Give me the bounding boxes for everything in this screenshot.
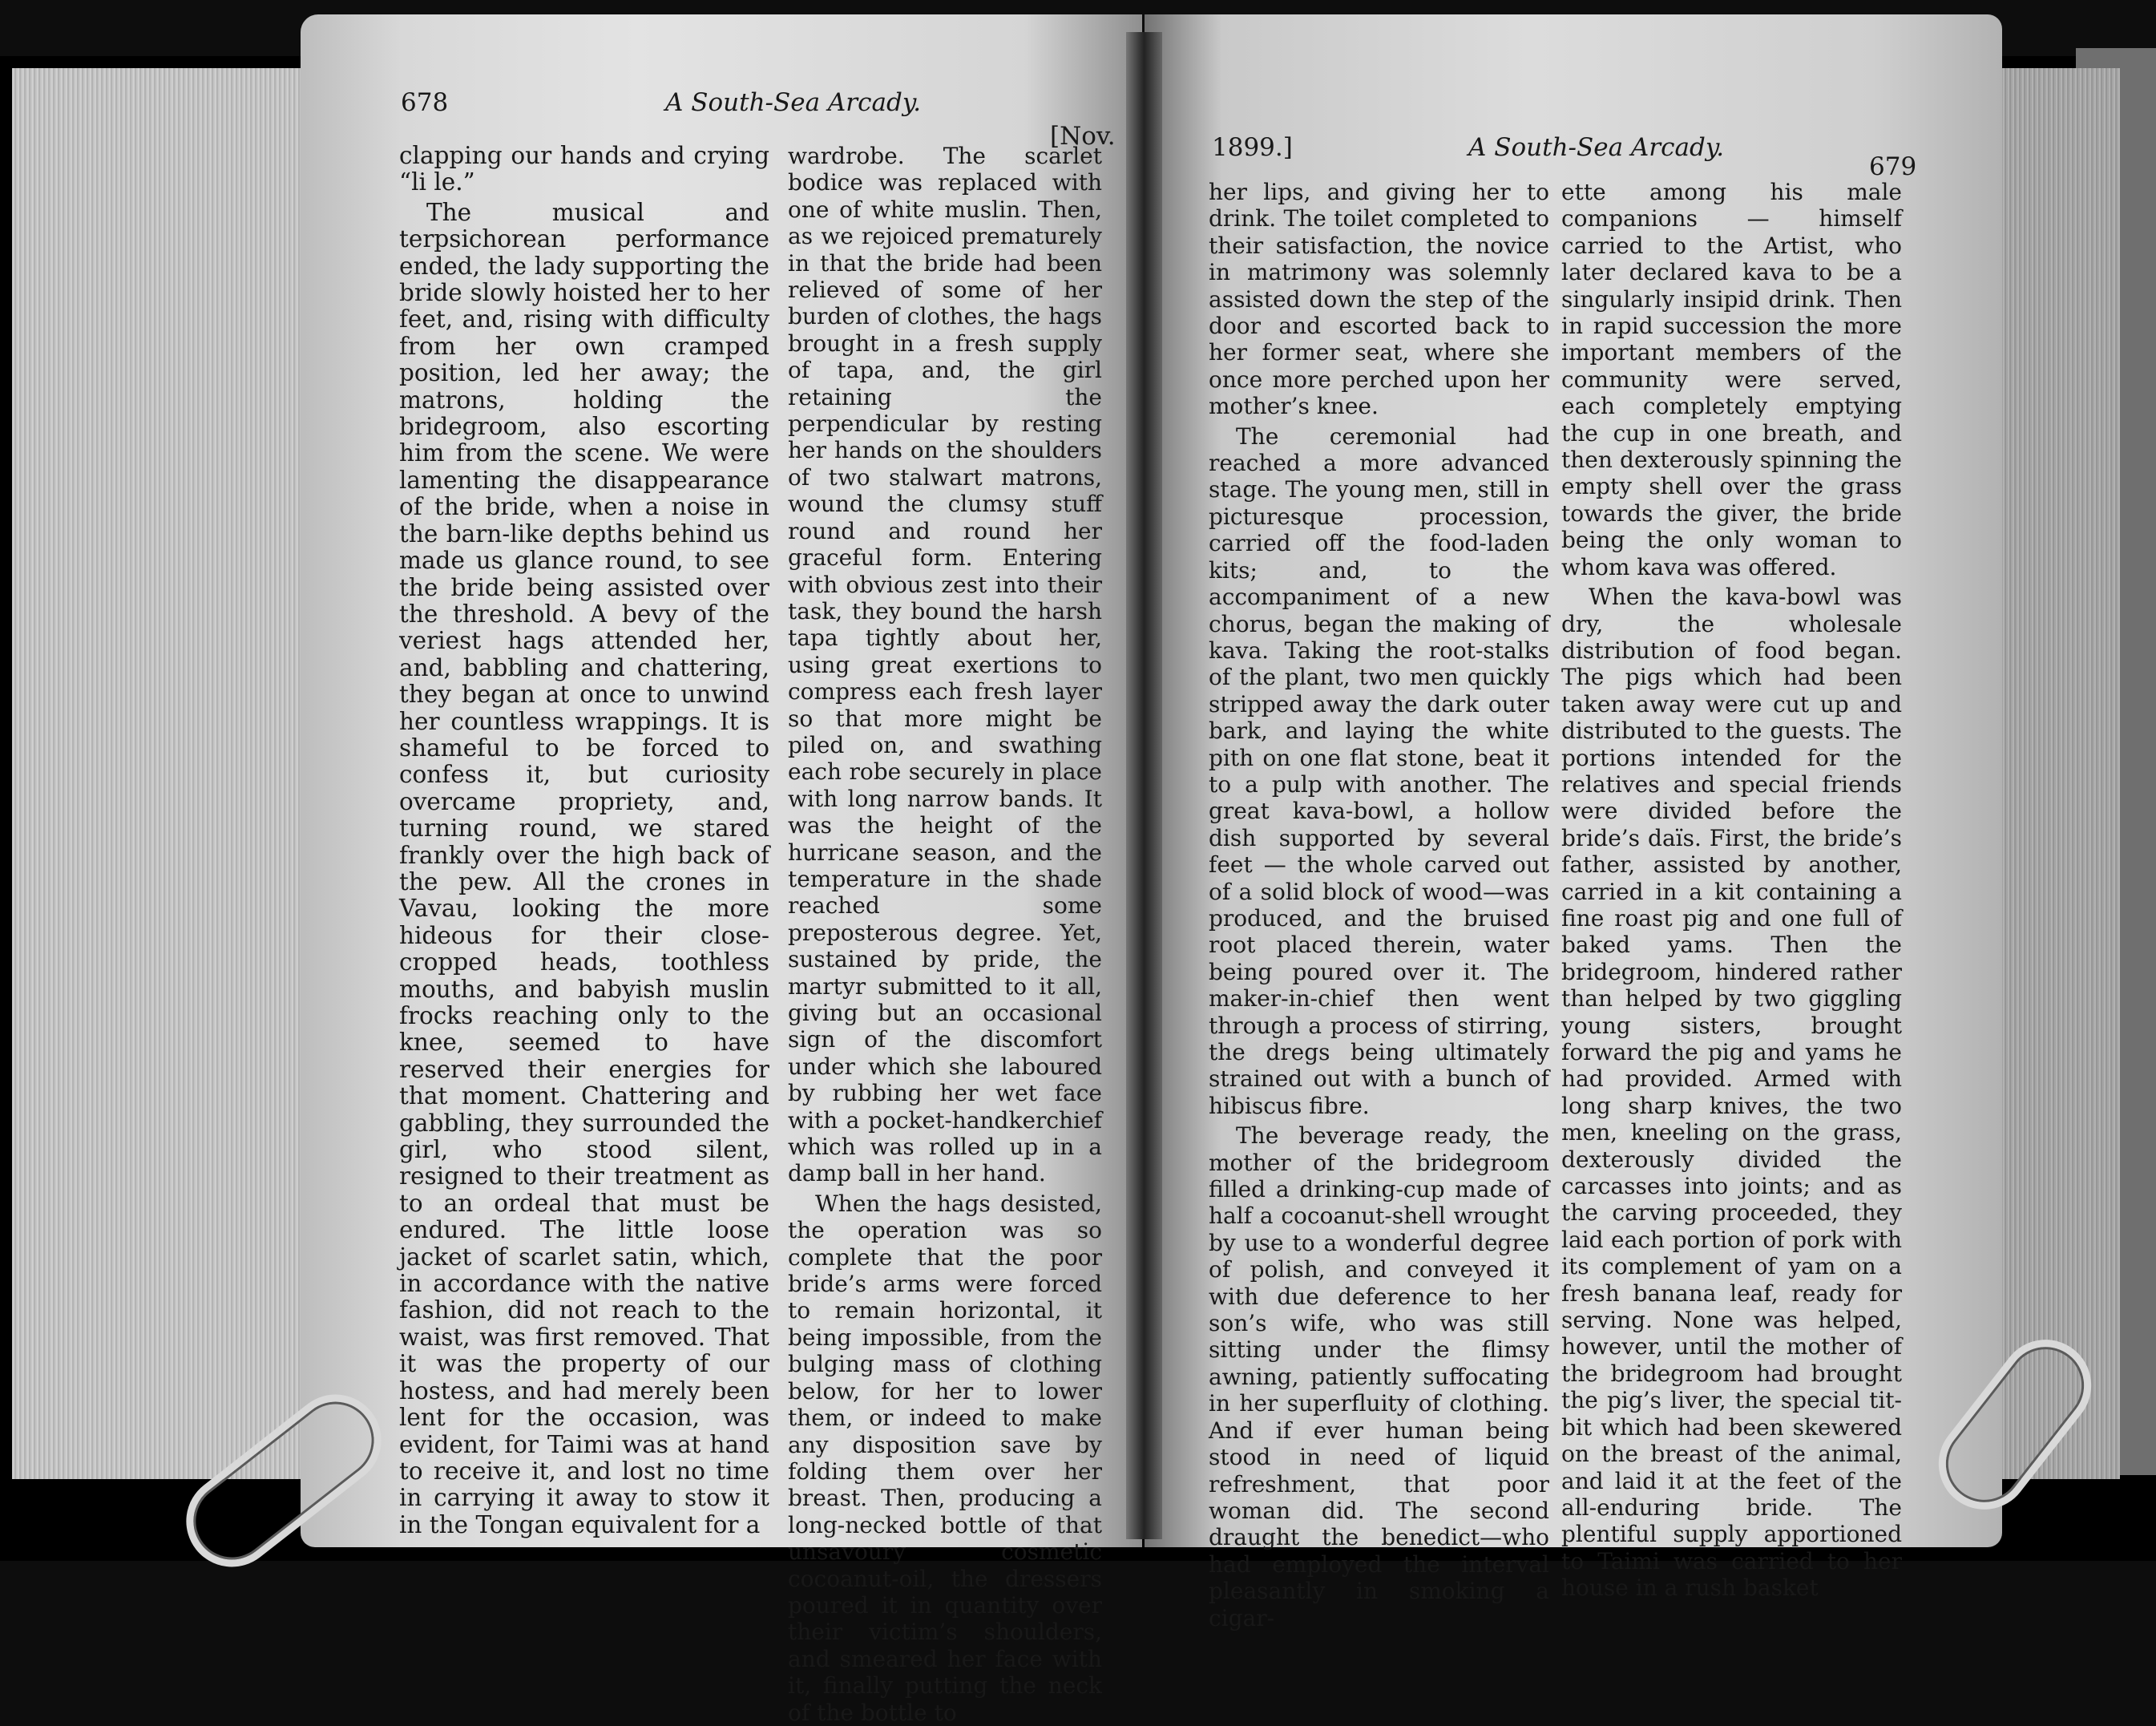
paragraph: The musical and terpsichorean performance ended, the lady supporting the bride slowly hoisted her to her feet, and, rising with difficulty from her own cramped position, led her away; the matrons, holding the bridegroom, also escorting him from the scene. We were lamenting the disappearance of the bride, when a noise in the barn-like depths behind us made us glance round, to see the bride being assisted over the threshold. A bevy of the veriest hags attended her, and, babbling and chattering, they began at once to unwind her countless wrappings. It is shameful to be forced to confess it, but curiosity overcame propriety, and, turning round, we stared frankly over the high back of the pew. All the crones in Vavau, looking the more hideous for their close-cropped heads, toothless mouths, and babyish muslin frocks reaching only to the knee, seemed to have reserved their energies for that moment. Chattering and gabbling, they surrounded the girl, who stood silent, resigned to their treatment as to an ordeal that must be endured. The little loose jacket of scarlet satin, which, in accordance with the native fashion, did not reach to the waist, was first removed. That it was the property of our hostess, and had merely been lent for the occasion, was evident, for Taimi was at hand to receive it, and lost no time in carrying it away to stow it in the Tongan equivalent for a	[399, 198, 769, 1538]
paragraph: wardrobe. The scarlet bodice was replaced with one of white muslin. Then, as we rejoiced prematurely in that the bride had been relieved of some of her burden of clothes, the hags brought in a fresh supply of tapa, and, the girl retaining the perpendicular by resting her hands on the shoulders of two stalwart matrons, wound the clumsy stuff round and round her graceful form. Entering with obvious zest into their task, they bound the harsh tapa tightly about her, using great exertions to compress each fresh layer so that more might be piled on, and swathing each robe securely in place with long narrow bands. It was the height of the hurricane season, and the temperature in the shade reached some preposterous degree. Yet, sustained by pride, the martyr submitted to it all, giving but an occasional sign of the discomfort under which she laboured by rubbing her wet face with a pocket-handkerchief which was rolled up in a damp ball in her hand.	[788, 143, 1102, 1187]
paragraph: ette among his male companions — himself carried to the Artist, who later declared kava to be a singularly insipid drink. Then in rapid succession the more important members of the community were served, each completely emptying the cup in one breath, and then dexterously spinning the empty shell over the grass towards the giver, the bride being the only woman to whom kava was offered.	[1561, 179, 1902, 580]
right-running-title: A South-Sea Arcady.	[1468, 133, 1725, 162]
left-page-date: [Nov.	[1050, 122, 1116, 151]
right-page-column-1	[1209, 179, 1549, 1631]
paragraph: The beverage ready, the mother of the bridegroom filled a drinking-cup made of half a cocoanut-shell wrought by use to a wonderful degree of polish, and conveyed it with due deference to her son’s wife, who was still sitting under the flimsy awning, patiently suffocating in her superfluity of clothing. And if ever human being stood in need of liquid refreshment, that poor woman did. The second draught the benedict—who had employed the interval pleasantly in smoking a cigar-	[1209, 1122, 1549, 1631]
right-page-header	[1212, 133, 1917, 181]
left-running-title: A South-Sea Arcady.	[665, 88, 922, 117]
right-page-date: 1899.]	[1212, 133, 1293, 162]
paragraph: When the kava-bowl was dry, the wholesale distribution of food began. The pigs which had been taken away were cut up and distributed to the guests. The portions intended for the relatives and special friends were divided before the bride’s daïs. First, the bride’s father, assisted by another, carried in a kit containing a fine roast pig and one full of baked yams. Then the bridegroom, hindered rather than helped by two giggling young sisters, brought forward the pig and yams he had provided. Armed with long sharp knives, the two men, kneeling on the grass, dexterously divided the carcasses into joints; and as the carving proceeded, they laid each portion of pork with its complement of yam on a fresh banana leaf, ready for serving. None was helped, however, until the mother of the bridegroom had brought the pig’s liver, the special tit-bit which had been skewered on the breast of the animal, and laid it at the feet of the all-enduring bride. The plentiful supply apportioned to Taimi was carried to her house in a rush basket	[1561, 584, 1902, 1602]
right-page	[1145, 14, 2002, 1631]
right-page-edges	[1988, 68, 2120, 1479]
left-page-column-1	[399, 143, 769, 1538]
left-page-edges	[12, 68, 309, 1479]
left-page	[301, 14, 1142, 1726]
paragraph: clapping our hands and crying “li le.”	[399, 142, 769, 196]
paragraph: When the hags desisted, the operation was so complete that the poor bride’s arms were forced to remain horizontal, it being impossible, from the bulging mass of clothing below, for her to lower them, or indeed to make any disposition save by folding them over her breast. Then, producing a long-necked bottle of that unsavoury cosmetic cocoanut-oil, the dressers poured it in quantity over their victim’s shoulders, and smeared her face with it, finally putting the neck of the bottle to	[788, 1190, 1102, 1726]
book-gutter	[1126, 32, 1162, 1539]
right-page-number: 679	[1869, 152, 1917, 181]
right-page-column-2	[1561, 179, 1902, 1602]
left-page-header	[401, 88, 1116, 151]
paragraph: The ceremonial had reached a more advanced stage. The young men, still in picturesque procession, carried off the food-laden kits; and, to the accompaniment of a new chorus, began the making of kava. Taking the root-stalks of the plant, two men quickly stripped away the dark outer bark, and laying the white pith on one flat stone, beat it to a pulp with another. The great kava-bowl, a hollow dish supported by several feet — the whole carved out of a solid block of wood—was produced, and the bruised root placed therein, water being poured over it. The maker-in-chief then went through a process of stirring, the dregs being ultimately strained out with a bunch of hibiscus fibre.	[1209, 422, 1549, 1119]
paragraph: her lips, and giving her to drink. The toilet completed to their satisfaction, the novice in matrimony was solemnly assisted down the step of the door and escorted back to her former seat, where she once more perched upon her mother’s knee.	[1209, 179, 1549, 420]
left-page-column-2	[788, 143, 1102, 1726]
left-page-number: 678	[401, 88, 449, 117]
